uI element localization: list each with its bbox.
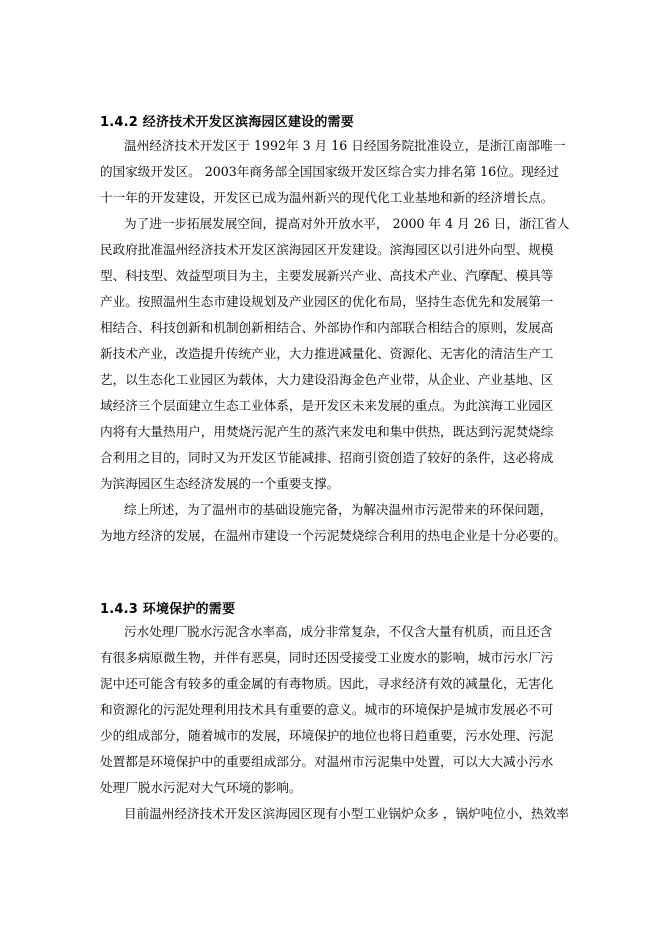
paragraph-line: 相结合、科技创新和机制创新相结合、外部协作和内部联合相结合的原则，发展高 [100,320,554,335]
paragraph-line: 有很多病原微生物，并伴有恶臭，同时还因受接受工业废水的影响，城市污水厂污 [100,650,554,665]
paragraph-line: 泥中还可能含有较多的重金属的有毒物质。因此，寻求经济有效的减量化，无害化 [100,676,554,691]
section-heading-1-4-2: 1.4.2 经济技术开发区滨海园区建设的需要 [100,115,354,130]
paragraph-line: 为滨海园区生态经济发展的一个重要支撑。 [100,476,340,491]
paragraph-line: 合利用之目的，同时又为开发区节能减排、招商引资创造了较好的条件，这必将成 [100,450,554,465]
paragraph-line: 目前温州经济技术开发区滨海园区现有小型工业锅炉众多 ，锅炉吨位小，热效率 [124,806,569,821]
paragraph-line: 产业。按照温州生态市建设规划及产业园区的优化布局，坚持生态优先和发展第一 [100,294,554,309]
paragraph-line: 少的组成部分，随着城市的发展，环境保护的地位也将日趋重要，污水处理、污泥 [100,728,554,743]
paragraph-line: 艺，以生态化工业园区为载体，大力建设沿海金色产业带，从企业、产业基地、区 [100,372,554,387]
paragraph-line: 处置都是环境保护中的重要组成部分。对温州市污泥集中处置，可以大大减小污水 [100,754,554,769]
paragraph-line: 十一年的开发建设，开发区已成为温州新兴的现代化工业基地和新的经济增长点。 [100,190,554,205]
paragraph-line: 处理厂脱水污泥对大气环境的影响。 [100,780,302,795]
section-heading-1-4-3: 1.4.3 环境保护的需要 [100,602,236,617]
paragraph-line: 为了进一步拓展发展空间，提高对外开放水平， 2000 年 4 月 26 日，浙江省人 [124,216,570,231]
paragraph-line: 为地方经济的发展，在温州市建设一个污泥焚烧综合利用的热电企业是十分必要的。 [100,528,566,543]
paragraph-line: 新技术产业，改造提升传统产业，大力推进减量化、资源化、无害化的清洁生产工 [100,346,554,361]
paragraph-line: 的国家级开发区。 2003年商务部全国国家级开发区综合实力排名第 16位。现经过 [100,164,560,179]
paragraph-line: 污水处理厂脱水污泥含水率高，成分非常复杂，不仅含大量有机质，而且还含 [124,624,553,639]
paragraph-line: 和资源化的污泥处理利用技术具有重要的意义。城市的环境保护是城市发展必不可 [100,702,554,717]
paragraph-line: 内将有大量热用户，用焚烧污泥产生的蒸汽来发电和集中供热，既达到污泥焚烧综 [100,424,554,439]
paragraph-line: 型、科技型、效益型项目为主，主要发展新兴产业、高技术产业、汽摩配、模具等 [100,268,554,283]
paragraph-line: 民政府批准温州经济技术开发区滨海园区开发建设。滨海园区以引进外向型、规模 [100,242,554,257]
paragraph-line: 温州经济技术开发区于 1992年 3 月 16 日经国务院批准设立，是浙江南部唯一 [124,138,566,153]
paragraph-line: 综上所述，为了温州市的基础设施完备，为解决温州市污泥带来的环保问题， [124,502,553,517]
paragraph-line: 域经济三个层面建立生态工业体系，是开发区未来发展的重点。为此滨海工业园区 [100,398,554,413]
